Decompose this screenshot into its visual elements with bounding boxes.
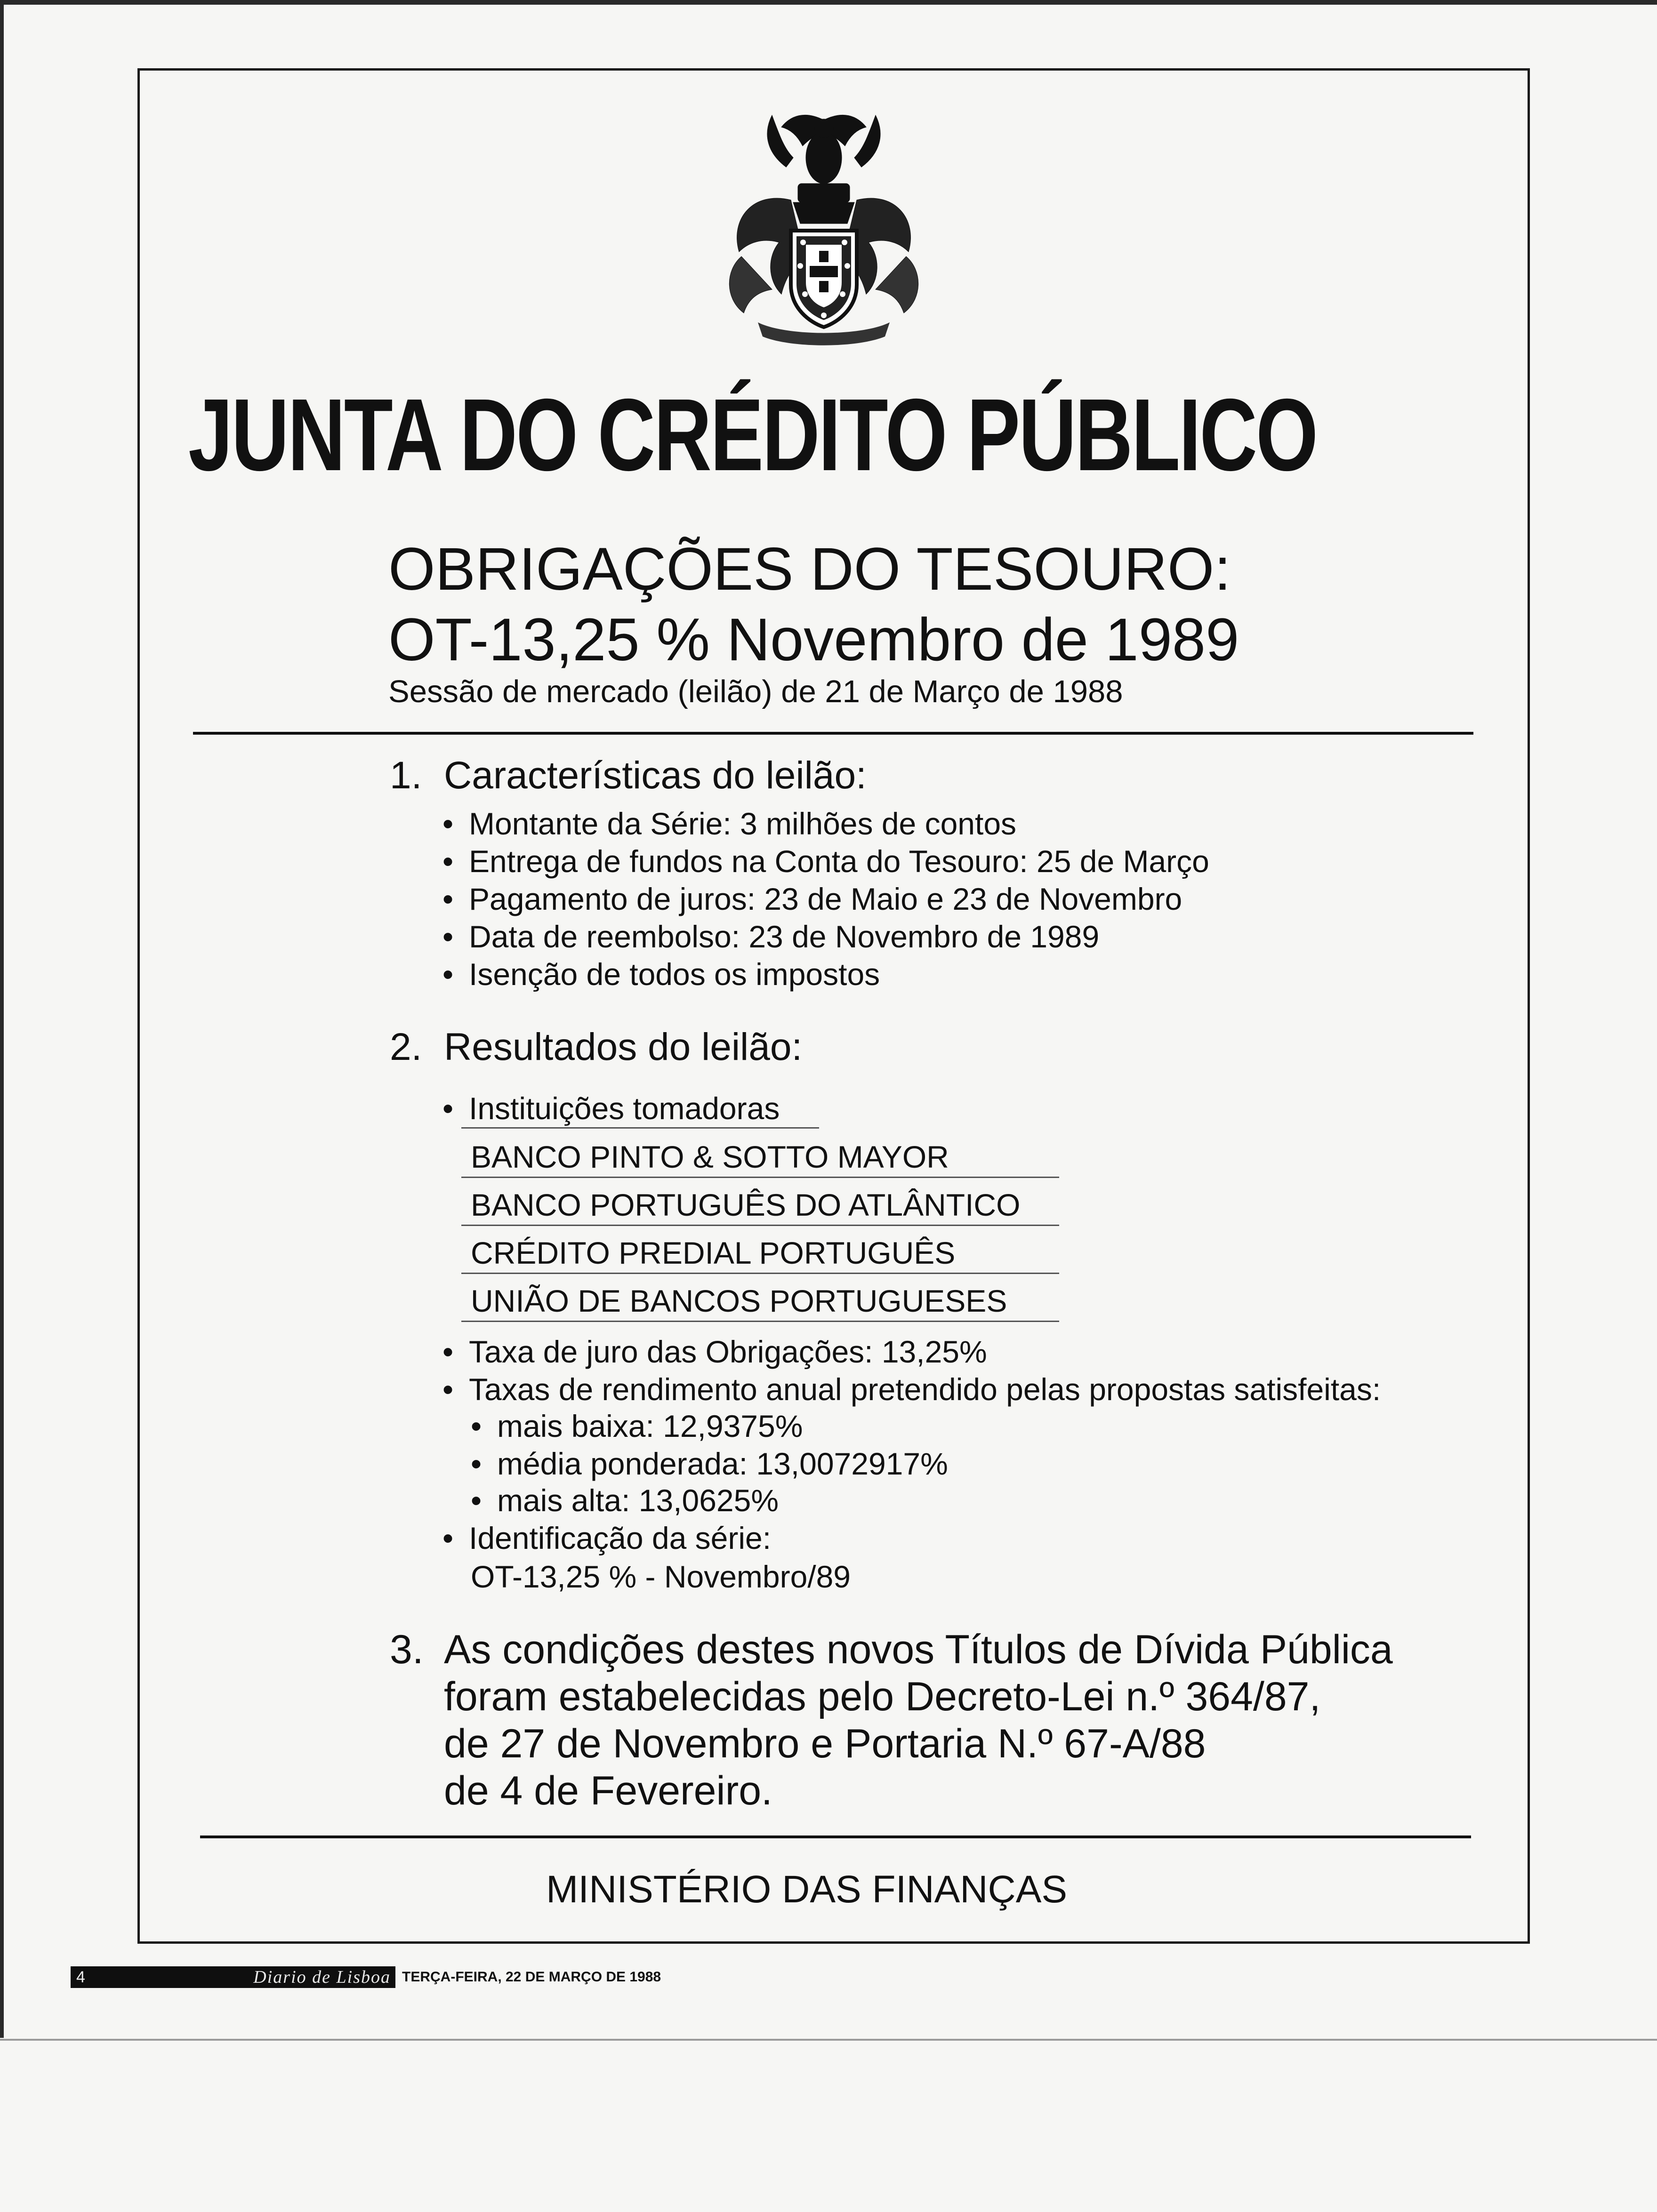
section-3-line: foram estabelecidas pelo Decreto-Lei n.º 364/87, (444, 1674, 1321, 1719)
footer-bar (71, 1966, 395, 1988)
newspaper-name: Diario de Lisboa (253, 1967, 391, 1987)
list-item: • Instituições tomadoras (442, 1090, 780, 1127)
subtitle-obrigacoes: OBRIGAÇÕES DO TESOURO: (388, 536, 1231, 603)
bullet-icon: • (471, 1483, 482, 1518)
bullet-icon: • (442, 1334, 454, 1369)
bullet-icon: • (471, 1409, 482, 1443)
bullet-icon: • (442, 1372, 454, 1407)
bullet-icon: • (442, 844, 454, 879)
page-edge-top (0, 0, 1657, 5)
divider-bottom (200, 1835, 1471, 1838)
bank-divider (461, 1225, 1059, 1226)
section-number: 1. (390, 754, 422, 797)
page-edge-bottom (0, 2039, 1657, 2041)
bullet-icon: • (442, 1091, 454, 1126)
bullet-icon: • (442, 882, 454, 916)
list-item: • mais baixa: 12,9375% (471, 1407, 803, 1445)
bullet-icon: • (471, 1446, 482, 1481)
bank-name: BANCO PINTO & SOTTO MAYOR (471, 1139, 949, 1174)
divider-top (193, 732, 1473, 735)
section-3-line: de 4 de Fevereiro. (444, 1768, 772, 1813)
list-item: • Data de reembolso: 23 de Novembro de 1989 (442, 918, 1099, 955)
section-number: 3. (390, 1627, 424, 1672)
list-item: • Entrega de fundos na Conta do Tesouro: 25 de Março (442, 842, 1209, 880)
page-edge-left (0, 0, 4, 2038)
session-line: Sessão de mercado (leilão) de 21 de Março de 1988 (388, 674, 1123, 709)
section-3 (390, 1626, 1393, 1814)
bullet-icon: • (442, 1521, 454, 1555)
newspaper-footer (71, 1966, 661, 1988)
bank-divider (461, 1127, 819, 1129)
page-number: 4 (76, 1968, 85, 1986)
coat-of-arms-icon (697, 101, 951, 358)
series-id: OT-13,25 % - Novembro/89 (471, 1559, 851, 1594)
bank-divider (461, 1273, 1059, 1274)
list-item: • média ponderada: 13,0072917% (471, 1445, 948, 1483)
section-heading-text: Características do leilão: (444, 754, 867, 797)
section-3-line: As condições destes novos Títulos de Dívida Pública (444, 1627, 1393, 1672)
ministry-signature: MINISTÉRIO DAS FINANÇAS (546, 1868, 1068, 1911)
list-item: • Isenção de todos os impostos (442, 955, 880, 993)
section-3-line: de 27 de Novembro e Portaria N.º 67-A/88 (444, 1721, 1206, 1766)
list-item: • Montante da Série: 3 milhões de contos (442, 805, 1016, 842)
main-title: JUNTA DO CRÉDITO PÚBLICO (188, 378, 1317, 492)
subtitle-series: OT-13,25 % Novembro de 1989 (388, 606, 1239, 673)
list-item: • Taxas de rendimento anual pretendido pelas propostas satisfeitas: (442, 1370, 1381, 1408)
section-heading-text: Resultados do leilão: (444, 1026, 803, 1068)
section-1-heading (390, 752, 867, 799)
list-item: • mais alta: 13,0625% (471, 1482, 779, 1519)
list-item: • Taxa de juro das Obrigações: 13,25% (442, 1333, 987, 1370)
bank-name: CRÉDITO PREDIAL PORTUGUÊS (471, 1235, 956, 1270)
issue-date: TERÇA-FEIRA, 22 DE MARÇO DE 1988 (402, 1969, 661, 1985)
list-item: • Pagamento de juros: 23 de Maio e 23 de Novembro (442, 880, 1182, 918)
list-item: • Identificação da série: (442, 1519, 771, 1557)
bullet-icon: • (442, 806, 454, 841)
bank-divider (461, 1177, 1059, 1178)
bullet-icon: • (442, 957, 454, 992)
bullet-icon: • (442, 919, 454, 954)
section-2-heading (390, 1024, 802, 1071)
bank-name: BANCO PORTUGUÊS DO ATLÂNTICO (471, 1187, 1021, 1222)
section-number: 2. (390, 1026, 422, 1068)
bank-divider (461, 1321, 1059, 1322)
bank-name: UNIÃO DE BANCOS PORTUGUESES (471, 1283, 1007, 1318)
